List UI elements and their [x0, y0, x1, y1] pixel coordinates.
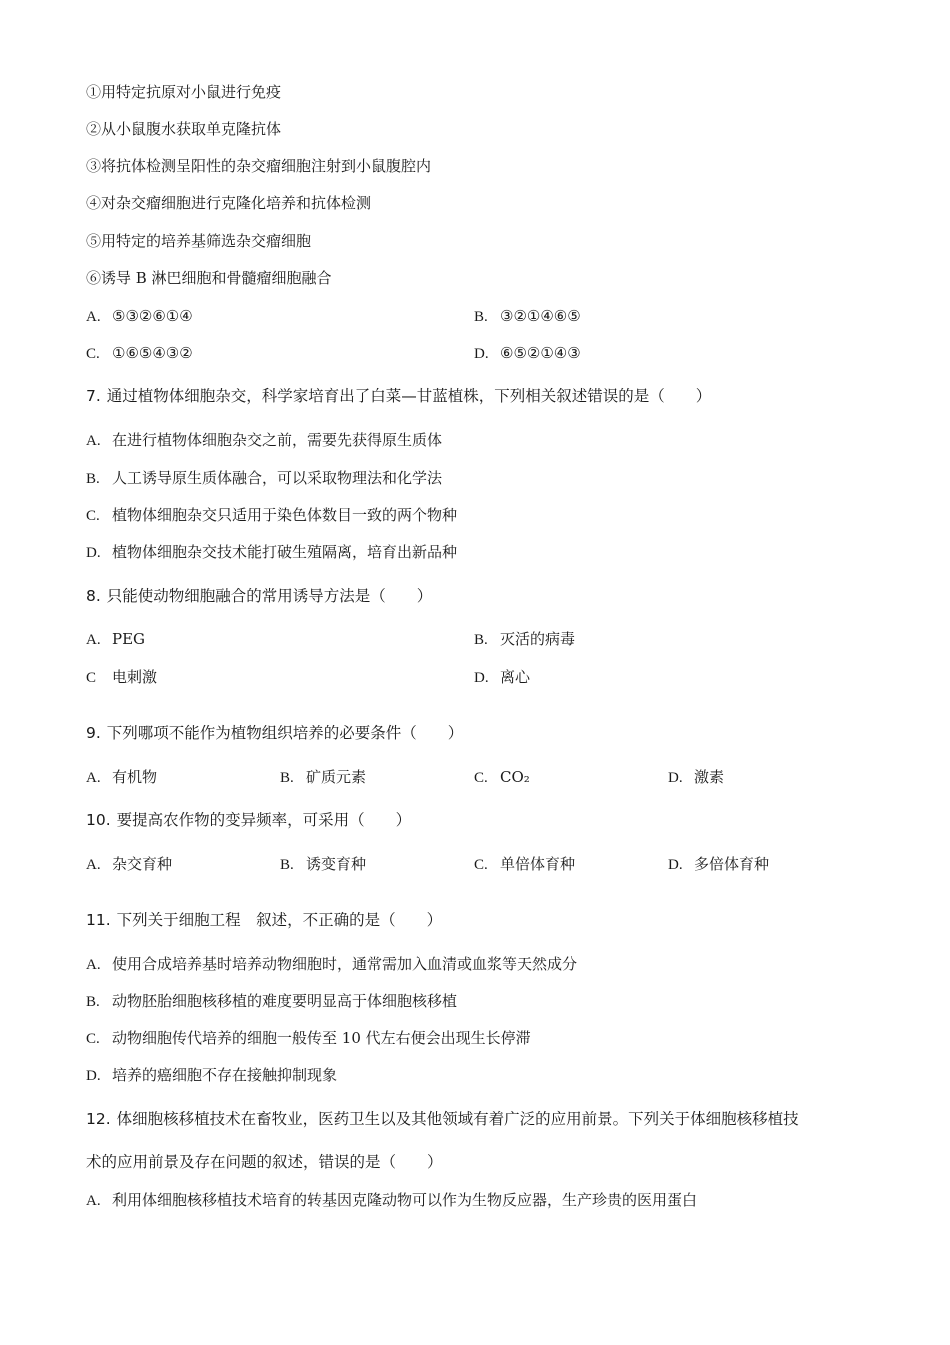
q8-option-c: C 电刺激	[86, 668, 158, 686]
q11-option-a: A. 使用合成培养基时培养动物细胞时，通常需加入血清或血浆等天然成分	[86, 955, 578, 973]
q12-stem-continued: 术的应用前景及存在问题的叙述，错误的是（ ）	[86, 1153, 443, 1171]
q9-option-a: A. 有机物	[86, 768, 158, 786]
q12-stem: 12. 体细胞核移植技术在畜牧业，医药卫生以及其他领域有着广泛的应用前景。下列关于体细胞核移植技	[86, 1110, 799, 1128]
q9-option-c: C. CO₂	[474, 768, 530, 786]
q8-option-a: A. PEG	[86, 630, 146, 648]
q8-option-b: B. 灭活的病毒	[474, 630, 576, 648]
q7-option-b: B. 人工诱导原生质体融合，可以采取物理法和化学法	[86, 469, 443, 487]
step-3: ③将抗体检测呈阳性的杂交瘤细胞注射到小鼠腹腔内	[86, 157, 432, 175]
q6-option-b: B. ③②①④⑥⑤	[474, 307, 581, 325]
q8-stem: 8. 只能使动物细胞融合的常用诱导方法是（ ）	[86, 587, 433, 605]
step-5: ⑤用特定的培养基筛选杂交瘤细胞	[86, 232, 312, 250]
q9-option-b: B. 矿质元素	[280, 768, 367, 786]
step-1: ①用特定抗原对小鼠进行免疫	[86, 83, 282, 101]
q7-stem: 7. 通过植物体细胞杂交，科学家培育出了白菜—甘蓝植株，下列相关叙述错误的是（ ）	[86, 387, 712, 405]
q10-option-b: B. 诱变育种	[280, 855, 367, 873]
q8-option-d: D. 离心	[474, 668, 531, 686]
step-6: ⑥诱导 B 淋巴细胞和骨髓瘤细胞融合	[86, 269, 332, 287]
q9-option-d: D. 激素	[668, 768, 725, 786]
q6-option-c: C. ①⑥⑤④③②	[86, 344, 193, 362]
q11-stem: 11. 下列关于细胞工程 叙述，不正确的是（ ）	[86, 911, 443, 929]
q10-option-a: A. 杂交育种	[86, 855, 173, 873]
q7-option-c: C. 植物体细胞杂交只适用于染色体数目一致的两个物种	[86, 506, 458, 524]
step-2: ②从小鼠腹水获取单克隆抗体	[86, 120, 282, 138]
q11-option-c: C. 动物细胞传代培养的细胞一般传至 10 代左右便会出现生长停滞	[86, 1029, 531, 1047]
q7-option-a: A. 在进行植物体细胞杂交之前，需要先获得原生质体	[86, 431, 443, 449]
q11-option-d: D. 培养的癌细胞不存在接触抑制现象	[86, 1066, 338, 1084]
q10-stem: 10. 要提高农作物的变异频率，可采用（ ）	[86, 811, 412, 829]
q6-option-a: A. ⑤③②⑥①④	[86, 307, 193, 325]
q10-option-d: D. 多倍体育种	[668, 855, 770, 873]
q10-option-c: C. 单倍体育种	[474, 855, 576, 873]
q12-option-a: A. 利用体细胞核移植技术培育的转基因克隆动物可以作为生物反应器，生产珍贵的医用蛋白	[86, 1191, 698, 1209]
q11-option-b: B. 动物胚胎细胞核移植的难度要明显高于体细胞核移植	[86, 992, 458, 1010]
q6-option-d: D. ⑥⑤②①④③	[474, 344, 581, 362]
step-4: ④对杂交瘤细胞进行克隆化培养和抗体检测	[86, 194, 372, 212]
q9-stem: 9. 下列哪项不能作为植物组织培养的必要条件（ ）	[86, 724, 464, 742]
q7-option-d: D. 植物体细胞杂交技术能打破生殖隔离，培育出新品种	[86, 543, 458, 561]
